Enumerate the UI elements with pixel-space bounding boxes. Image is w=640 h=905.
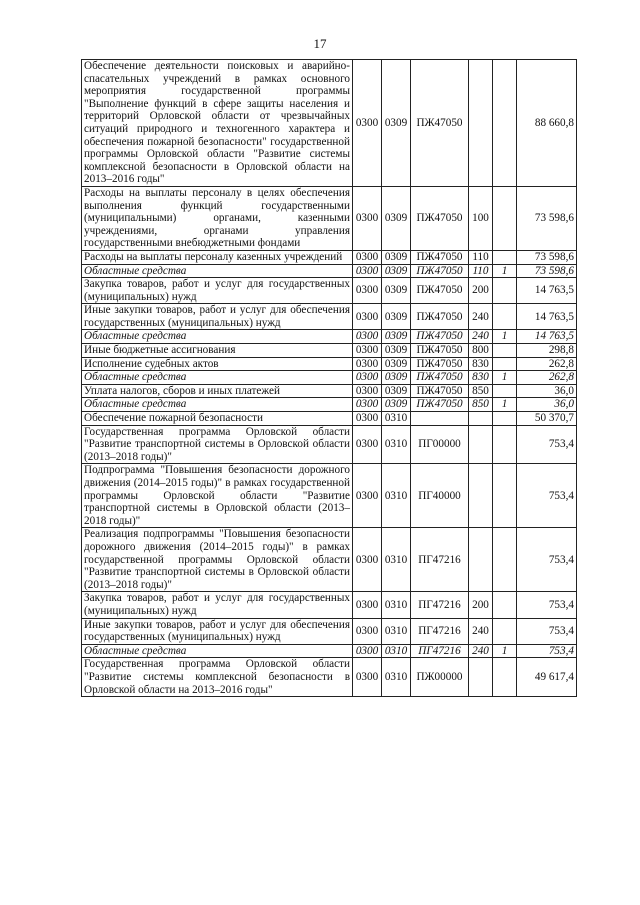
subsection-code: 0309: [382, 344, 411, 358]
section-code: 0300: [353, 330, 382, 344]
funding-source-code: [493, 344, 517, 358]
subsection-code: 0309: [382, 264, 411, 278]
funding-source-code: 1: [493, 330, 517, 344]
row-name: Обеспечение деятельности поисковых и аварийно-спасательных учреждений в рамках основного мероприятия государственной программы "Выполнение функций в сфере защиты населения и территорий Орловской области от чрезвычайных ситуаций природного и техногенного характера и обеспечения пожарной безопасности" государственной программы Орловской области "Развитие системы комплексной безопасности в Орловской области на 2013–2016 годы": [82, 60, 353, 187]
section-code: 0300: [353, 371, 382, 385]
amount: 753,4: [517, 618, 577, 644]
target-article-code: ПЖ47050: [411, 344, 469, 358]
row-name: Областные средства: [82, 398, 353, 412]
row-name: Государственная программа Орловской области "Развитие транспортной системы в Орловской области (2013–2018 годы)": [82, 425, 353, 464]
subsection-code: 0310: [382, 464, 411, 528]
amount: 14 763,5: [517, 278, 577, 304]
amount: 73 598,6: [517, 264, 577, 278]
amount: 753,4: [517, 425, 577, 464]
amount: 298,8: [517, 344, 577, 358]
section-code: 0300: [353, 186, 382, 250]
expense-type-code: [469, 464, 493, 528]
table-row: [82, 330, 577, 344]
expense-type-code: 200: [469, 278, 493, 304]
row-name: Реализация подпрограммы "Повышения безопасности дорожного движения (2014–2015 годы)" в рамках государственной программы Орловской области "Развитие транспортной системы в Орловской области (2013–2018 годы)": [82, 528, 353, 592]
table-row: [82, 344, 577, 358]
budget-table: [81, 59, 577, 697]
amount: 14 763,5: [517, 330, 577, 344]
table-row: [82, 528, 577, 592]
section-code: 0300: [353, 250, 382, 264]
expense-type-code: 240: [469, 304, 493, 330]
target-article-code: ПГ40000: [411, 464, 469, 528]
section-code: 0300: [353, 264, 382, 278]
target-article-code: ПЖ47050: [411, 371, 469, 385]
expense-type-code: [469, 425, 493, 464]
subsection-code: 0310: [382, 644, 411, 658]
target-article-code: ПЖ47050: [411, 330, 469, 344]
section-code: 0300: [353, 412, 382, 426]
expense-type-code: 110: [469, 264, 493, 278]
funding-source-code: [493, 186, 517, 250]
subsection-code: 0310: [382, 592, 411, 618]
expense-type-code: 830: [469, 371, 493, 385]
target-article-code: [411, 412, 469, 426]
table-row: [82, 250, 577, 264]
table-row: [82, 398, 577, 412]
section-code: 0300: [353, 644, 382, 658]
funding-source-code: [493, 425, 517, 464]
amount: 88 660,8: [517, 60, 577, 187]
section-code: 0300: [353, 425, 382, 464]
target-article-code: ПЖ47050: [411, 384, 469, 398]
section-code: 0300: [353, 60, 382, 187]
funding-source-code: [493, 658, 517, 697]
section-code: 0300: [353, 384, 382, 398]
section-code: 0300: [353, 304, 382, 330]
target-article-code: ПЖ47050: [411, 357, 469, 371]
subsection-code: 0309: [382, 60, 411, 187]
amount: 36,0: [517, 398, 577, 412]
subsection-code: 0309: [382, 357, 411, 371]
table-row: [82, 186, 577, 250]
expense-type-code: [469, 60, 493, 187]
row-name: Областные средства: [82, 264, 353, 278]
section-code: 0300: [353, 464, 382, 528]
subsection-code: 0310: [382, 618, 411, 644]
expense-type-code: [469, 412, 493, 426]
amount: 753,4: [517, 644, 577, 658]
row-name: Расходы на выплаты персоналу казенных учреждений: [82, 250, 353, 264]
amount: 14 763,5: [517, 304, 577, 330]
table-row: [82, 412, 577, 426]
amount: 49 617,4: [517, 658, 577, 697]
table-row: [82, 357, 577, 371]
row-name: Государственная программа Орловской области "Развитие системы комплексной безопасности в Орловской области на 2013–2016 годы": [82, 658, 353, 697]
funding-source-code: [493, 528, 517, 592]
expense-type-code: 850: [469, 398, 493, 412]
funding-source-code: [493, 357, 517, 371]
expense-type-code: 850: [469, 384, 493, 398]
subsection-code: 0310: [382, 658, 411, 697]
section-code: 0300: [353, 592, 382, 618]
row-name: Уплата налогов, сборов и иных платежей: [82, 384, 353, 398]
expense-type-code: [469, 528, 493, 592]
amount: 73 598,6: [517, 250, 577, 264]
subsection-code: 0309: [382, 330, 411, 344]
subsection-code: 0309: [382, 278, 411, 304]
section-code: 0300: [353, 344, 382, 358]
amount: 73 598,6: [517, 186, 577, 250]
table-row: [82, 60, 577, 187]
target-article-code: ПЖ47050: [411, 186, 469, 250]
section-code: 0300: [353, 357, 382, 371]
expense-type-code: 830: [469, 357, 493, 371]
table-row: [82, 618, 577, 644]
target-article-code: ПЖ47050: [411, 264, 469, 278]
row-name: Исполнение судебных актов: [82, 357, 353, 371]
target-article-code: ПГ47216: [411, 528, 469, 592]
section-code: 0300: [353, 398, 382, 412]
expense-type-code: 240: [469, 644, 493, 658]
funding-source-code: [493, 592, 517, 618]
row-name: Обеспечение пожарной безопасности: [82, 412, 353, 426]
amount: 753,4: [517, 528, 577, 592]
target-article-code: ПЖ47050: [411, 250, 469, 264]
expense-type-code: 800: [469, 344, 493, 358]
table-row: [82, 384, 577, 398]
subsection-code: 0309: [382, 371, 411, 385]
expense-type-code: 110: [469, 250, 493, 264]
row-name: Иные закупки товаров, работ и услуг для обеспечения государственных (муниципальных) нужд: [82, 618, 353, 644]
amount: 753,4: [517, 464, 577, 528]
table-row: [82, 592, 577, 618]
table-row: [82, 304, 577, 330]
funding-source-code: [493, 412, 517, 426]
funding-source-code: [493, 278, 517, 304]
expense-type-code: 240: [469, 330, 493, 344]
subsection-code: 0309: [382, 304, 411, 330]
row-name: Подпрограмма "Повышения безопасности дорожного движения (2014–2015 годы)" в рамках государственной программы Орловской области "Развитие транспортной системы в Орловской области (2013–2018 годы)": [82, 464, 353, 528]
target-article-code: ПГ47216: [411, 618, 469, 644]
section-code: 0300: [353, 658, 382, 697]
table-row: [82, 278, 577, 304]
amount: 262,8: [517, 371, 577, 385]
funding-source-code: 1: [493, 371, 517, 385]
funding-source-code: [493, 384, 517, 398]
subsection-code: 0310: [382, 528, 411, 592]
row-name: Иные закупки товаров, работ и услуг для обеспечения государственных (муниципальных) нужд: [82, 304, 353, 330]
target-article-code: ПЖ47050: [411, 304, 469, 330]
target-article-code: ПГ47216: [411, 592, 469, 618]
subsection-code: 0309: [382, 398, 411, 412]
subsection-code: 0309: [382, 384, 411, 398]
table-row: [82, 371, 577, 385]
target-article-code: ПГ47216: [411, 644, 469, 658]
target-article-code: ПЖ47050: [411, 398, 469, 412]
row-name: Областные средства: [82, 644, 353, 658]
row-name: Иные бюджетные ассигнования: [82, 344, 353, 358]
funding-source-code: [493, 464, 517, 528]
row-name: Закупка товаров, работ и услуг для государственных (муниципальных) нужд: [82, 278, 353, 304]
section-code: 0300: [353, 618, 382, 644]
subsection-code: 0309: [382, 186, 411, 250]
amount: 262,8: [517, 357, 577, 371]
table-row: [82, 658, 577, 697]
amount: 36,0: [517, 384, 577, 398]
table-row: [82, 464, 577, 528]
funding-source-code: [493, 250, 517, 264]
expense-type-code: 240: [469, 618, 493, 644]
target-article-code: ПГ00000: [411, 425, 469, 464]
funding-source-code: 1: [493, 264, 517, 278]
table-row: [82, 425, 577, 464]
table-row: [82, 264, 577, 278]
row-name: Областные средства: [82, 371, 353, 385]
funding-source-code: 1: [493, 644, 517, 658]
expense-type-code: 200: [469, 592, 493, 618]
row-name: Областные средства: [82, 330, 353, 344]
amount: 50 370,7: [517, 412, 577, 426]
amount: 753,4: [517, 592, 577, 618]
target-article-code: ПЖ47050: [411, 278, 469, 304]
target-article-code: ПЖ00000: [411, 658, 469, 697]
subsection-code: 0310: [382, 425, 411, 464]
subsection-code: 0309: [382, 250, 411, 264]
funding-source-code: [493, 304, 517, 330]
funding-source-code: [493, 60, 517, 187]
row-name: Закупка товаров, работ и услуг для государственных (муниципальных) нужд: [82, 592, 353, 618]
expense-type-code: 100: [469, 186, 493, 250]
table-row: [82, 644, 577, 658]
section-code: 0300: [353, 528, 382, 592]
funding-source-code: 1: [493, 398, 517, 412]
row-name: Расходы на выплаты персоналу в целях обеспечения выполнения функций государственными (муниципальными) органами, казенными учреждениями, органами управления государственными внебюджетными фондами: [82, 186, 353, 250]
page-number: 17: [313, 36, 327, 51]
section-code: 0300: [353, 278, 382, 304]
subsection-code: 0310: [382, 412, 411, 426]
expense-type-code: [469, 658, 493, 697]
target-article-code: ПЖ47050: [411, 60, 469, 187]
funding-source-code: [493, 618, 517, 644]
